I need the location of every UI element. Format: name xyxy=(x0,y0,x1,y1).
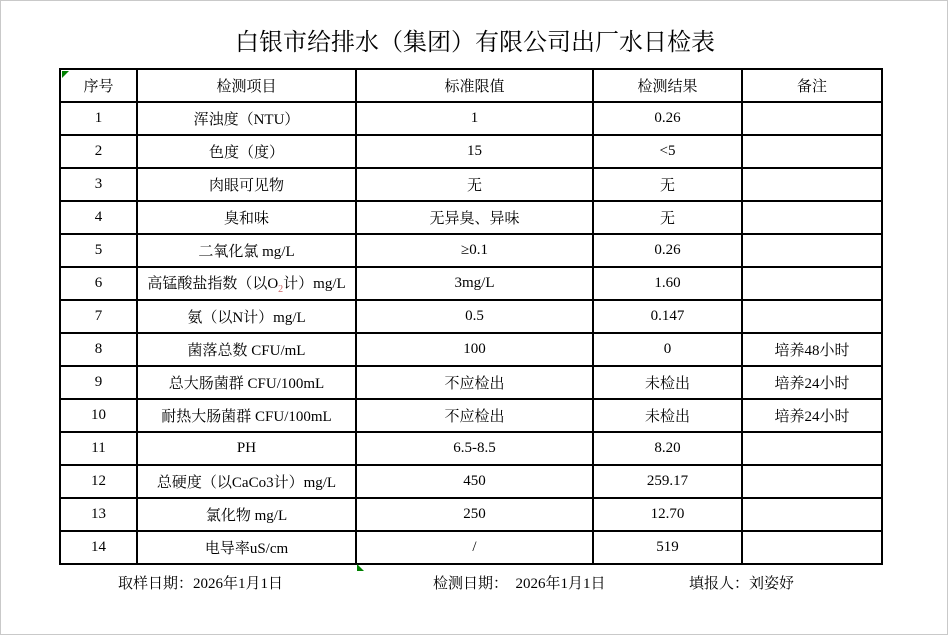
cell-result: 未检出 xyxy=(593,399,742,432)
cell-result: 0 xyxy=(593,333,742,366)
header-row xyxy=(60,69,882,102)
cell-limit: 0.5 xyxy=(356,300,593,333)
cell-item: 总硬度（以CaCo3计）mg/L xyxy=(137,465,356,498)
cell-result: 0.147 xyxy=(593,300,742,333)
cell-item: 氨（以N计）mg/L xyxy=(137,300,356,333)
header-limit: 标准限值 xyxy=(356,69,593,102)
cell-item: 耐热大肠菌群 CFU/100mL xyxy=(137,399,356,432)
cell-seq: 13 xyxy=(60,498,137,531)
table-row xyxy=(60,135,882,168)
cell-seq: 9 xyxy=(60,366,137,399)
filled-by-label: 填报人：刘姿妤 xyxy=(689,576,795,592)
cell-remark: 培养24小时 xyxy=(742,366,882,399)
cell-remark xyxy=(742,168,882,201)
table-row xyxy=(60,465,882,498)
cell-remark xyxy=(742,432,882,465)
cell-seq: 4 xyxy=(60,201,137,234)
cell-result: 8.20 xyxy=(593,432,742,465)
cell-remark: 培养48小时 xyxy=(742,333,882,366)
cell-error-corner-icon xyxy=(357,564,364,571)
cell-remark xyxy=(742,102,882,135)
inspection-table xyxy=(59,68,883,565)
cell-seq: 11 xyxy=(60,432,137,465)
table-row xyxy=(60,531,882,564)
cell-result: 1.60 xyxy=(593,267,742,300)
cell-result: 12.70 xyxy=(593,498,742,531)
cell-seq: 12 xyxy=(60,465,137,498)
cell-item xyxy=(137,267,356,300)
cell-remark xyxy=(742,201,882,234)
cell-result: 未检出 xyxy=(593,366,742,399)
sample-date-label: 取样日期：2026年1月1日 xyxy=(118,576,284,592)
cell-limit: 3mg/L xyxy=(356,267,593,300)
table-row xyxy=(60,102,882,135)
table-row xyxy=(60,300,882,333)
cell-limit: 无 xyxy=(356,168,593,201)
cell-limit: 6.5-8.5 xyxy=(356,432,593,465)
cell-seq: 6 xyxy=(60,267,137,300)
cell-remark xyxy=(742,267,882,300)
cell-result: <5 xyxy=(593,135,742,168)
cell-seq: 2 xyxy=(60,135,137,168)
table-row xyxy=(60,399,882,432)
cell-result: 无 xyxy=(593,201,742,234)
cell-error-corner-icon xyxy=(62,71,69,78)
cell-seq: 14 xyxy=(60,531,137,564)
cell-seq: 8 xyxy=(60,333,137,366)
cell-limit: 不应检出 xyxy=(356,366,593,399)
item-subscript-2: 2 xyxy=(278,284,284,295)
cell-seq: 3 xyxy=(60,168,137,201)
cell-result: 0.26 xyxy=(593,102,742,135)
cell-limit: 100 xyxy=(356,333,593,366)
header-seq-label: 序号 xyxy=(83,79,114,95)
header-result: 检测结果 xyxy=(593,69,742,102)
cell-limit: 不应检出 xyxy=(356,399,593,432)
cell-item: 总大肠菌群 CFU/100mL xyxy=(137,366,356,399)
cell-seq: 7 xyxy=(60,300,137,333)
cell-remark xyxy=(742,465,882,498)
cell-result: 无 xyxy=(593,168,742,201)
cell-remark xyxy=(742,234,882,267)
cell-remark xyxy=(742,135,882,168)
header-item: 检测项目 xyxy=(137,69,356,102)
cell-remark xyxy=(742,498,882,531)
page-title: 白银市给排水（集团）有限公司出厂水日检表 xyxy=(235,30,715,56)
cell-result: 0.26 xyxy=(593,234,742,267)
cell-item: 肉眼可见物 xyxy=(137,168,356,201)
table-row xyxy=(60,333,882,366)
header-remark: 备注 xyxy=(742,69,882,102)
cell-seq: 1 xyxy=(60,102,137,135)
cell-item: 氯化物 mg/L xyxy=(137,498,356,531)
cell-seq: 5 xyxy=(60,234,137,267)
cell-limit: 450 xyxy=(356,465,593,498)
cell-item: 菌落总数 CFU/mL xyxy=(137,333,356,366)
cell-item: 二氧化氯 mg/L xyxy=(137,234,356,267)
cell-limit: 无异臭、异味 xyxy=(356,201,593,234)
cell-seq: 10 xyxy=(60,399,137,432)
cell-remark: 培养24小时 xyxy=(742,399,882,432)
cell-item: 色度（度） xyxy=(137,135,356,168)
cell-item: 浑浊度（NTU） xyxy=(137,102,356,135)
header-seq xyxy=(60,69,137,102)
table-row xyxy=(60,168,882,201)
cell-remark xyxy=(742,300,882,333)
cell-limit: ≥0.1 xyxy=(356,234,593,267)
table-row xyxy=(60,498,882,531)
cell-remark xyxy=(742,531,882,564)
cell-limit: 15 xyxy=(356,135,593,168)
cell-result: 259.17 xyxy=(593,465,742,498)
item-text-post: 计）mg/L xyxy=(283,276,346,292)
cell-item: 电导率uS/cm xyxy=(137,531,356,564)
test-date-label: 检测日期： 2026年1月1日 xyxy=(433,576,606,592)
item-text-pre: 高锰酸盐指数（以O xyxy=(147,276,279,292)
cell-limit: 250 xyxy=(356,498,593,531)
cell-item: PH xyxy=(137,432,356,465)
table-row xyxy=(60,234,882,267)
table-row xyxy=(60,432,882,465)
cell-limit: 1 xyxy=(356,102,593,135)
cell-item: 臭和味 xyxy=(137,201,356,234)
table-row xyxy=(60,267,882,300)
table-row xyxy=(60,366,882,399)
cell-limit: / xyxy=(356,531,593,564)
table-row xyxy=(60,201,882,234)
cell-result: 519 xyxy=(593,531,742,564)
